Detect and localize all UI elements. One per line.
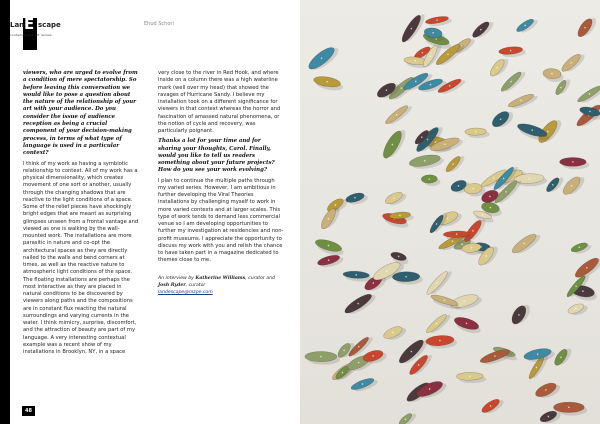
leaf-sculpture bbox=[499, 68, 527, 96]
leaf-sculpture bbox=[534, 379, 563, 402]
credit-email-link[interactable]: landescape@mzpe.com bbox=[158, 289, 213, 295]
leaf-sculpture bbox=[488, 55, 511, 80]
leaf-sculpture bbox=[480, 395, 505, 417]
logo-word-scape: scape bbox=[38, 21, 61, 29]
leaf-sculpture bbox=[345, 190, 369, 207]
logo-word-land: Land bbox=[10, 21, 30, 29]
leaf-sculpture bbox=[312, 75, 344, 92]
credit-role-1: , curator bbox=[245, 275, 265, 281]
credit-name-2: Josh Ryder bbox=[158, 282, 186, 288]
interview-answer-1-continued: very close to the river in Red Hook, and where inside on a column there was a high waterline mark (well over my head) that showed the ravages of Hurricane Sandy. I believe my installation took on a different significance for viewers in that context whereas the horror and fascination of amassed natural phenomena, or the notion of cycle and recovery, was particularly poignant. bbox=[158, 70, 281, 134]
leaf-installation-illustration bbox=[300, 0, 600, 424]
credit-and: and bbox=[266, 275, 275, 281]
leaf-sculpture bbox=[498, 45, 526, 58]
leaf-sculpture bbox=[350, 375, 379, 394]
leaf-sculpture bbox=[305, 351, 340, 364]
credit-name-1: Katherine Williams bbox=[195, 275, 246, 281]
leaf-sculpture bbox=[515, 121, 551, 143]
leaf-sculpture bbox=[576, 82, 600, 106]
leaf-sculpture bbox=[421, 175, 440, 187]
article-column-right bbox=[158, 70, 284, 299]
leaf-sculpture bbox=[408, 152, 444, 171]
leaf-sculpture bbox=[509, 301, 533, 328]
leaf-sculpture bbox=[382, 323, 408, 344]
interview-question-1: viewers, who are urged to evolve from a condition of mere spectatorship. So before leaving this conversation we would like to pose a question about the nature of the relationship of your art with your audience. Do you consider the issue of audience reception as being a crucial component of your decision-making process, in terms of what type of language is used in a particular context? bbox=[23, 70, 138, 157]
leaf-sculpture bbox=[380, 126, 409, 162]
leaf-sculpture bbox=[507, 91, 539, 112]
artwork-photo bbox=[300, 0, 600, 424]
logo-tagline: contemporary art review bbox=[10, 33, 52, 37]
leaf-sculpture bbox=[399, 11, 427, 46]
leaf-sculpture bbox=[465, 128, 490, 139]
leaf-sculpture bbox=[384, 189, 409, 209]
interview-question-2: Thanks a lot for your time and for sharing your thoughts, Carol. Finally, would you like to tell us readers something about your future projects? How do you see your work evolving? bbox=[158, 138, 275, 174]
logo-letter-e: E bbox=[24, 15, 35, 33]
leaf-sculpture bbox=[316, 252, 344, 270]
leaf-sculpture bbox=[570, 240, 593, 257]
leaf-sculpture bbox=[560, 172, 587, 199]
leaf-sculpture bbox=[544, 174, 565, 196]
leaf-sculpture bbox=[567, 301, 589, 319]
leaf-sculpture bbox=[552, 345, 573, 369]
leaf-sculpture bbox=[424, 310, 452, 337]
author-name: Ehud Schori bbox=[144, 21, 174, 27]
interview-answer-1: I think of my work as having a symbiotic relationship to context. All of my work has a physical dimensionality, which creates movement of one sort or another, usually through the changing shadows that are reactive to the light conditions of a space. Some of the relief pieces have shockingly bright edges that are meant as surprising glimpses unseen from a frontal vantage and viewed as one is walking by the wall-mounted work. The installations are more parasitic in nature and co-opt the architectural spaces as they are directly nailed to the walls and bend corners at times, as well as the reactive nature to atmospheric light conditions of the space. The floating installations are perhaps the most interactive as they are placed in natural conditions to be discovered by viewers along paths and the compositions are in constant flux reacting the natural surroundings and varying currents in the water. I think mimicry, surprise, discomfort, and the attraction of beauty are part of my language. A very interesting contextual example was a recent show of my installations in Brooklyn, NY, in a space bbox=[23, 160, 139, 356]
leaf-sculpture bbox=[515, 15, 539, 36]
leaf-sculpture bbox=[313, 237, 345, 257]
credit-role-2: , curator bbox=[185, 282, 206, 288]
leaf-sculpture bbox=[392, 271, 423, 284]
leaf-sculpture bbox=[384, 102, 414, 129]
credit-prefix: An interview by bbox=[158, 275, 194, 281]
page-spine-bar bbox=[0, 0, 10, 424]
leaf-sculpture bbox=[425, 267, 454, 298]
leaf-sculpture bbox=[542, 68, 564, 83]
leaf-sculpture bbox=[462, 216, 488, 246]
leaf-sculpture bbox=[343, 290, 378, 319]
interview-answer-2: I plan to continue the multiple paths through my varied series. However, I am ambitious in further developing the Viral Theories installations by challenging myself to work in more varied contexts and at larger scales. This type of work tends to demand less commercial venue so I am developing opportunities to further my investigation at residencies and non-profit museums. I appreciate the opportunity to discuss my work with you and relish the chance to have taken part in a magazine dedicated to themes close to me. bbox=[158, 177, 284, 264]
interview-credit bbox=[158, 275, 284, 296]
leaf-sculpture bbox=[456, 372, 486, 383]
page-number: 48 bbox=[22, 406, 35, 416]
leaf-sculpture bbox=[375, 79, 402, 103]
leaf-sculpture bbox=[444, 152, 467, 176]
leaf-sculpture bbox=[306, 42, 342, 75]
leaf-sculpture bbox=[560, 50, 587, 76]
leaf-sculpture bbox=[575, 14, 599, 41]
leaf-sculpture bbox=[397, 410, 417, 424]
leaf-sculpture bbox=[425, 334, 457, 349]
leaf-sculpture bbox=[510, 230, 543, 258]
leaf-sculpture bbox=[470, 17, 495, 41]
leaf-sculpture bbox=[425, 14, 453, 28]
article-column-left bbox=[23, 70, 141, 359]
leaf-sculpture bbox=[560, 157, 590, 169]
leaf-sculpture bbox=[452, 315, 483, 336]
leaf-sculpture bbox=[343, 271, 373, 283]
leaf-sculpture bbox=[490, 107, 516, 132]
